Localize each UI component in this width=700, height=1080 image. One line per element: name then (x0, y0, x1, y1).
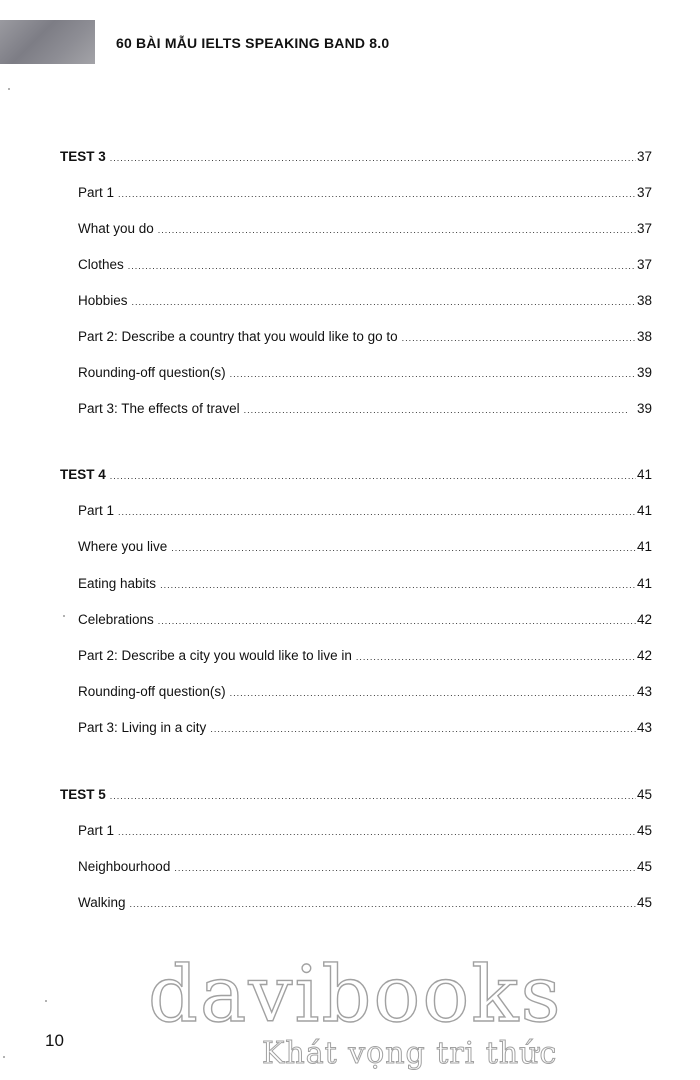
toc-page: 41 (636, 503, 652, 518)
toc-entry[interactable] (78, 539, 652, 559)
toc-label: What you do (78, 221, 154, 236)
toc-entry[interactable] (78, 895, 652, 915)
toc-page: 45 (636, 823, 652, 838)
toc-label: Part 1 (78, 503, 115, 518)
toc-page: 37 (636, 221, 652, 236)
watermark-slogan: Khát vọng tri thức (262, 1036, 558, 1071)
dot-leader (174, 863, 636, 873)
toc-entry[interactable] (78, 859, 652, 879)
toc-page: 39 (636, 365, 652, 380)
toc-entry[interactable] (78, 648, 652, 668)
toc-page: 43 (636, 720, 652, 735)
toc-page: 45 (636, 895, 652, 910)
toc-page: 45 (636, 787, 652, 802)
toc-label: TEST 5 (60, 787, 106, 802)
dot-leader (210, 724, 636, 734)
toc-entry[interactable] (78, 185, 652, 205)
toc-label: Part 1 (78, 185, 115, 200)
dot-leader (118, 827, 636, 837)
toc-label: TEST 3 (60, 149, 106, 164)
toc-page: 37 (636, 149, 652, 164)
dot-leader (110, 471, 636, 481)
toc-label: Part 3: Living in a city (78, 720, 207, 735)
toc-page: 38 (636, 293, 652, 308)
page-number: 10 (45, 1031, 64, 1050)
dot-leader (110, 791, 636, 801)
toc-label: Part 2: Describe a country that you would like to go to (78, 329, 398, 344)
dot-leader (158, 225, 636, 235)
toc-entry[interactable] (78, 576, 652, 596)
toc-label: Hobbies (78, 293, 128, 308)
toc-entry[interactable] (78, 221, 652, 241)
toc-entry[interactable] (78, 401, 652, 421)
toc-entry[interactable] (78, 823, 652, 843)
toc-section-test-3[interactable] (60, 149, 652, 169)
toc-page: 41 (636, 467, 652, 482)
toc-page: 37 (636, 257, 652, 272)
paper-speck (45, 1000, 47, 1002)
toc-entry[interactable] (78, 365, 652, 385)
toc-label: Rounding-off question(s) (78, 684, 226, 699)
watermark-logo: davibooks (148, 950, 563, 1040)
toc-page: 41 (636, 576, 652, 591)
toc-label: Part 3: The effects of travel (78, 401, 240, 416)
toc-page: 39 (636, 401, 652, 416)
toc-label: Rounding-off question(s) (78, 365, 226, 380)
dot-leader (171, 543, 636, 553)
toc-page: 43 (636, 684, 652, 699)
toc-label: Celebrations (78, 612, 154, 627)
toc-entry[interactable] (78, 257, 652, 277)
toc-page: 42 (636, 648, 652, 663)
toc-entry[interactable] (78, 293, 652, 313)
toc-label: Eating habits (78, 576, 157, 591)
toc-label: TEST 4 (60, 467, 106, 482)
dot-leader (230, 688, 636, 698)
toc-label: Neighbourhood (78, 859, 171, 874)
toc-entry[interactable] (78, 720, 652, 740)
toc-section-test-4[interactable] (60, 467, 652, 487)
toc-entry[interactable] (78, 684, 652, 704)
paper-speck (3, 1056, 5, 1058)
dot-leader (118, 507, 636, 517)
running-header-title: 60 BÀI MẪU IELTS SPEAKING BAND 8.0 (116, 35, 390, 51)
toc-section-test-5[interactable] (60, 787, 652, 807)
dot-leader (160, 580, 636, 590)
toc-page: 37 (636, 185, 652, 200)
toc-entry[interactable] (78, 503, 652, 523)
toc-label: Part 1 (78, 823, 115, 838)
dot-leader (118, 189, 636, 199)
toc-label: Part 2: Describe a city you would like to live in (78, 648, 352, 663)
header-tab (0, 20, 95, 64)
dot-leader (158, 616, 636, 626)
toc-entry[interactable] (78, 612, 652, 632)
dot-leader (356, 652, 636, 662)
toc-label: Clothes (78, 257, 124, 272)
dot-leader (244, 405, 628, 415)
toc-entry[interactable] (78, 329, 652, 349)
dot-leader (132, 297, 636, 307)
dot-leader (230, 369, 636, 379)
dot-leader (402, 333, 636, 343)
toc-page: 38 (636, 329, 652, 344)
toc-page: 42 (636, 612, 652, 627)
toc-page: 45 (636, 859, 652, 874)
paper-speck (63, 615, 65, 617)
dot-leader (128, 261, 636, 271)
dot-leader (130, 899, 636, 909)
dot-leader (110, 153, 636, 163)
toc-page: 41 (636, 539, 652, 554)
paper-speck (8, 88, 10, 90)
toc-label: Where you live (78, 539, 168, 554)
toc-label: Walking (78, 895, 126, 910)
